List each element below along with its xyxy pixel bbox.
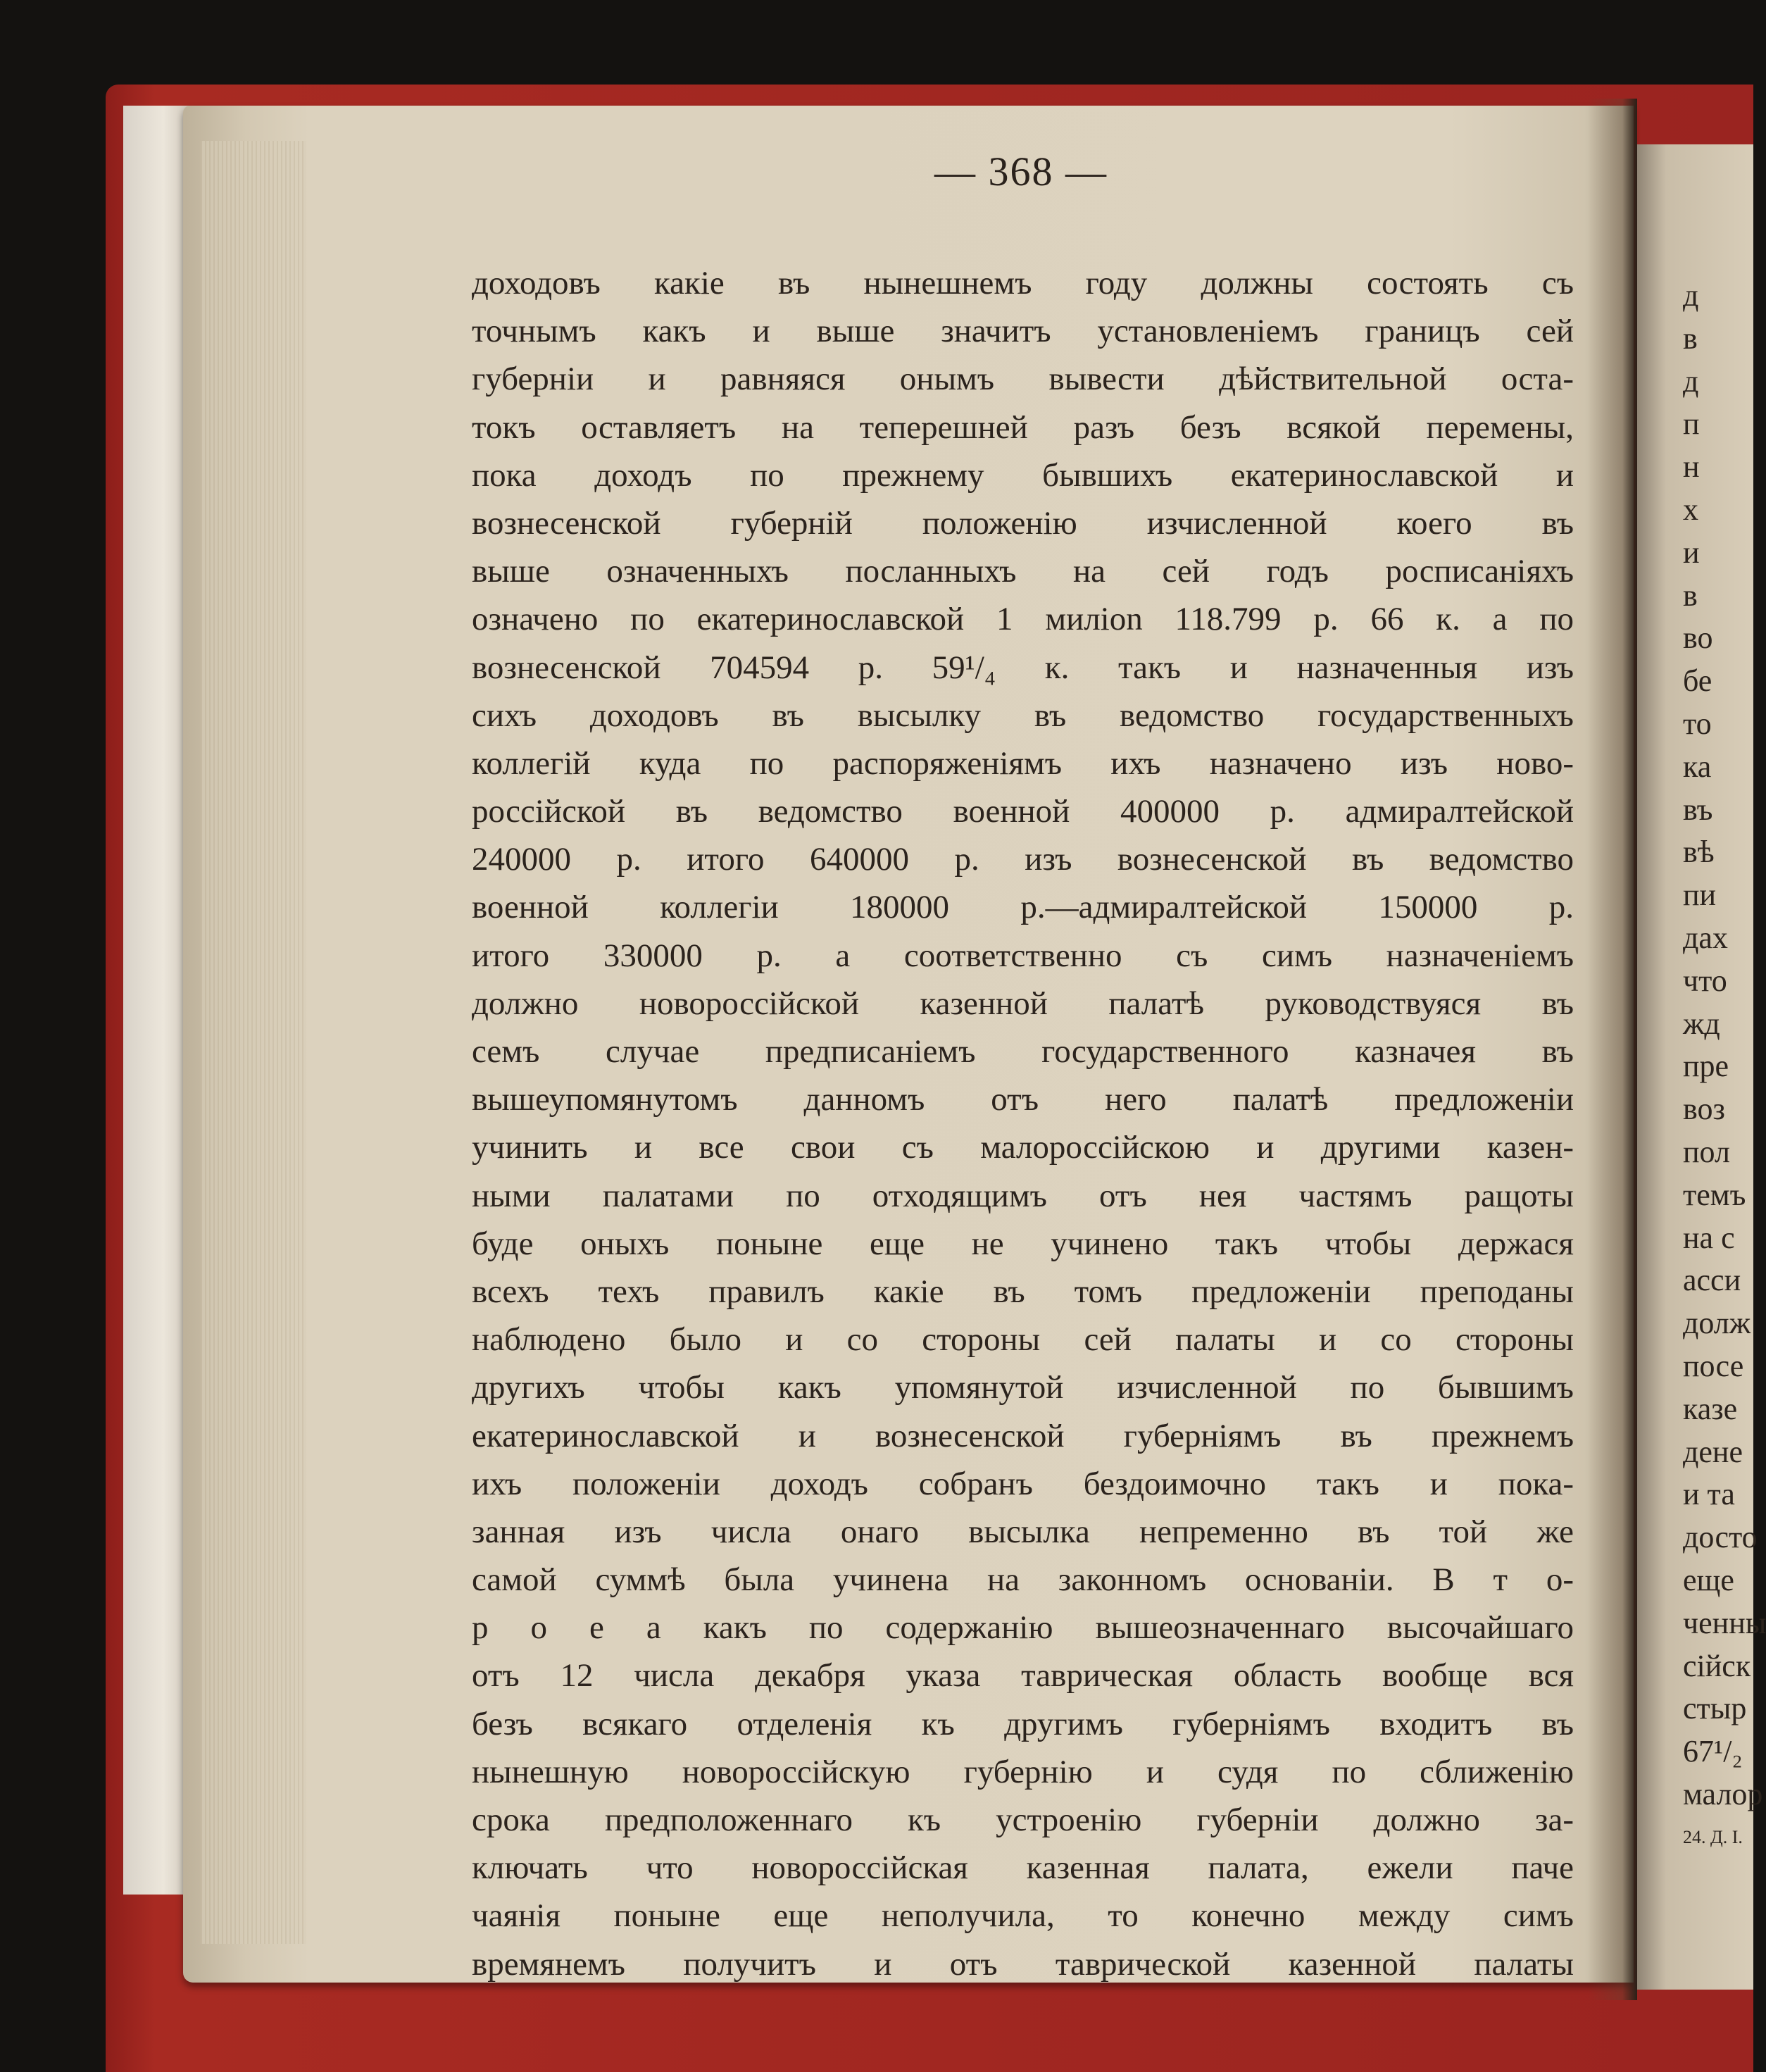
facing-text-line: досто [1683,1520,1758,1555]
facing-text-line: асси [1683,1263,1741,1298]
facing-text-line: дене [1683,1434,1743,1469]
facing-text-line: сійск [1683,1648,1751,1683]
text-line: нынешную новороссійскую губернію и судя по сближенію [472,1753,1574,1790]
text-line: военной коллегіи 180000 р.—адмиралтейской 150000 р. [472,889,1574,926]
facing-text-line: ка [1683,749,1712,784]
cover-edge [123,106,190,1895]
text-line: времянемъ получитъ и отъ таврической казенной палаты [472,1945,1574,1983]
text-line: чаянія поныне еще неполучила, то конечно между симъ [472,1897,1574,1935]
facing-text-line: и та [1683,1477,1735,1512]
facing-text-line: стыр [1683,1691,1747,1726]
facing-text-line: пре [1683,1049,1729,1084]
text-line: 240000 р. итого 640000 р. изъ вознесенской въ ведомство [472,841,1574,878]
text-line: занная изъ числа онаго высылка непременно въ той же [472,1513,1574,1550]
text-line: означено по екатеринославской 1 милion 118.799 р. 66 к. а по [472,601,1574,638]
text-line: коллегій куда по распоряженіямъ ихъ назначено изъ ново- [472,744,1574,782]
page-text [472,259,1574,1988]
text-line: вышеупомянутомъ данномъ отъ него палатѣ предложеніи [472,1081,1574,1118]
text-line: пока доходъ по прежнему бывшихъ екатеринославской и [472,456,1574,494]
text-line: сихъ доходовъ въ высылку въ ведомство государственныхъ [472,697,1574,734]
text-line: точнымъ какъ и выше значитъ установленіемъ границъ сей [472,313,1574,350]
text-line: самой суммѣ была учинена на законномъ основаніи. В т о- [472,1561,1574,1599]
facing-text-line: темъ [1683,1177,1746,1212]
facing-text-line: малор [1683,1776,1763,1811]
book-gutter [1588,99,1637,2000]
facing-text-line: в [1683,578,1698,613]
facing-text-line: п [1683,406,1700,442]
text-line: должно новороссійской казенной палатѣ руководствуяся въ [472,985,1574,1022]
text-line: безъ всякаго отделенія къ другимъ губерніямъ входитъ въ [472,1705,1574,1742]
facing-text-line: пол [1683,1134,1730,1169]
text-line: ключать что новороссійская казенная палата, ежели паче [472,1849,1574,1887]
page-number: — 368 — [934,149,1108,194]
facing-text-line: д [1683,363,1699,399]
text-line: наблюдено было и со стороны сей палаты и со стороны [472,1321,1574,1359]
facing-text-line: жд [1683,1006,1720,1041]
text-line: учинить и все свои съ малороссійскою и другими казен- [472,1129,1574,1166]
facing-text-line: в [1683,320,1698,356]
facing-text-line: 67¹/₂ [1683,1734,1743,1769]
text-line: буде оныхъ поныне еще не учинено такъ чтобы держася [472,1225,1574,1262]
text-line: ихъ положеніи доходъ собранъ бездоимочно такъ и пока- [472,1465,1574,1502]
text-line: выше означенныхъ посланныхъ на сей годъ росписаніяхъ [472,553,1574,590]
facing-text-line: бе [1683,663,1712,699]
text-line: екатеринославской и вознесенской губерніямъ въ прежнемъ [472,1417,1574,1454]
facing-text-line: казе [1683,1391,1738,1426]
text-line: вознесенской 704594 р. 59¹/₄ к. такъ и назначенныя изъ [472,649,1574,686]
facing-text-line: еще [1683,1562,1734,1597]
facing-text-line: во [1683,620,1713,656]
text-line: семъ случае предписаніемъ государственного казначея въ [472,1033,1574,1070]
facing-text-line: въ [1683,792,1713,827]
facing-text-line: вѣ [1683,835,1715,870]
facing-text-line: и [1683,535,1700,570]
facing-text-line: д [1683,278,1699,313]
text-line: россійской въ ведомство военной 400000 р. адмиралтейской [472,793,1574,830]
facing-text-line: дах [1683,920,1728,955]
text-line: ными палатами по отходящимъ отъ нея частямъ ращоты [472,1177,1574,1214]
text-line: вознесенской губерній положенію изчисленной коего въ [472,504,1574,542]
text-line: итого 330000 р. а соответственно съ симъ назначеніемъ [472,937,1574,974]
facing-text-line: воз [1683,1092,1725,1127]
page-stack-edges [201,141,306,1944]
facing-text-line: х [1683,492,1698,527]
facing-page-footer: 24. Д. І. [1683,1826,1743,1847]
text-line: доходовъ какіе въ нынешнемъ году должны состоять съ [472,265,1574,301]
text-line: всехъ техъ правилъ какіе въ томъ предложеніи преподаны [472,1273,1574,1310]
text-line: другихъ чтобы какъ упомянутой изчисленной по бывшимъ [472,1369,1574,1406]
text-line: токъ оставляетъ на теперешней разъ безъ всякой перемены, [472,408,1574,446]
facing-text-line: что [1683,963,1727,998]
facing-page-text [1683,275,1766,1859]
facing-text-line: на с [1683,1220,1735,1255]
facing-text-line: долж [1683,1306,1751,1341]
facing-text-line: н [1683,449,1700,485]
facing-text-line: посе [1683,1348,1744,1383]
facing-text-line: то [1683,706,1712,741]
text-line: срока предположеннаго къ устроенію губерніи должно за- [472,1802,1574,1838]
text-line: губерніи и равняяся онымъ вывести дѣйствительной оста- [472,361,1574,398]
text-line: отъ 12 числа декабря указа таврическая область вообще вся [472,1657,1574,1695]
facing-text-line: пи [1683,878,1717,913]
text-line: р о е а какъ по содержанію вышеозначеннаго высочайшаго [472,1609,1574,1647]
facing-text-line: ченны [1683,1605,1766,1640]
